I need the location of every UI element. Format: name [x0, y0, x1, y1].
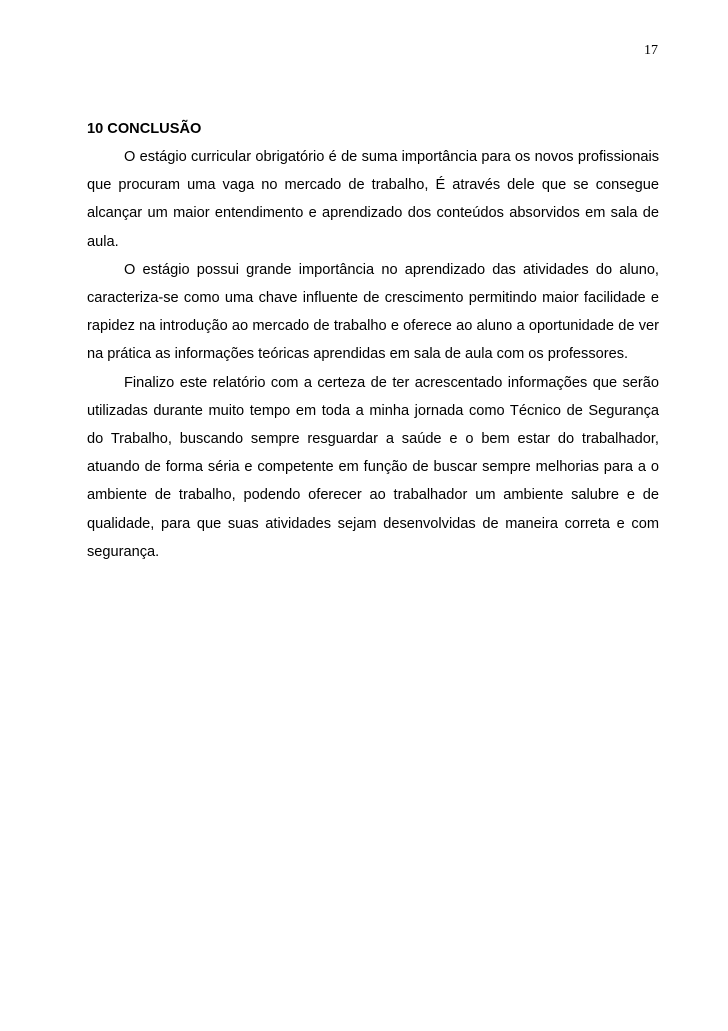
conclusion-section: [87, 119, 659, 566]
paragraph-3: Finalizo este relatório com a certeza de ter acrescentado informações que serão utilizadas durante muito tempo em toda a minha jornada como Técnico de Segurança do Trabalho, buscando sempre resguardar a saúde e o bem estar do trabalhador, atuando de forma séria e competente em função de buscar sempre melhorias para a o ambiente de trabalho, podendo oferecer ao trabalhador um ambiente salubre e de qualidade, para que suas atividades sejam desenvolvidas de maneira correta e com segurança.: [87, 374, 659, 560]
page-number: 17: [644, 43, 658, 58]
section-title: 10 CONCLUSÃO: [87, 121, 202, 137]
paragraph-1: O estágio curricular obrigatório é de suma importância para os novos profissionais que procuram uma vaga no mercado de trabalho, É através dele que se consegue alcançar um maior entendimento e aprendizado dos conteúdos absorvidos em sala de aula.: [87, 149, 659, 250]
paragraph-2: O estágio possui grande importância no aprendizado das atividades do aluno, caracteriza-se como uma chave influente de crescimento permitindo maior facilidade e rapidez na introdução ao mercado de trabalho e oferece ao aluno a oportunidade de ver na prática as informações teóricas aprendidas em sala de aula com os professores.: [87, 261, 659, 363]
